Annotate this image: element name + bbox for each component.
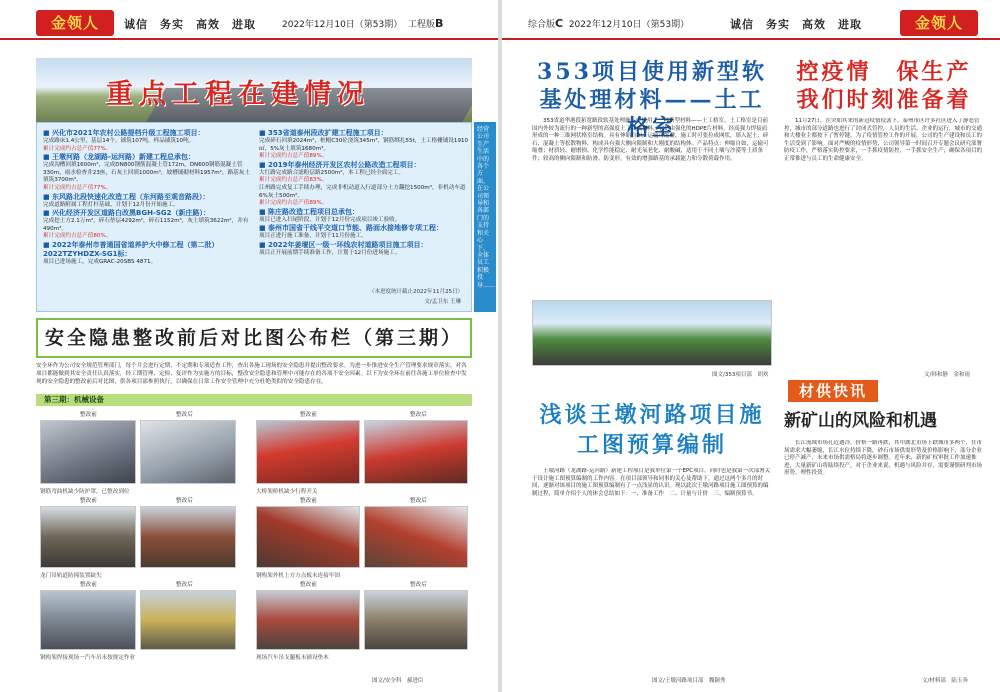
left-header	[0, 6, 498, 40]
project-title: ■ 东风路北段快速化改造工程（东河路至观音路段）：	[43, 192, 210, 201]
safety-intro: 安全环作为公司安全规范管理部门，每个月会进行定期、不定期和专项适查工作，查出各施工现场的安全隐患并提出整改要求。为进一步推进安全生产管理要求规章落实，对各项目都能做到其安全责任认真落实，经工期管理、定检、复评作为实施方的目标，整改安全隐患和管理中可能存在的各项不安全因素。以下为安全环在前往各施工单位检查中发现的安全隐患的整改前后对比图，供各项目部参照执行，以确保在日常工作安全管理中充分杜绝类似的安全隐患存在。	[36, 363, 467, 385]
article2-credit: 文/韩和静 金和雨	[924, 372, 970, 378]
project-text: 完成沟槽回填1600m³，完成DN800钢筋混凝土管172m，DN600钢筋混凝土管330m，雨水检查井23座，石灰土回填1000m³，坡槽铺砌材料1957m²，路基灰土填筑3700m³。	[43, 162, 250, 184]
photo-truckcrane-after	[364, 590, 468, 650]
projects-editor: 文/孟卫东 王琳	[424, 299, 461, 305]
right-header	[502, 6, 1000, 40]
photo-steel-before	[256, 506, 360, 568]
projects-box	[36, 122, 472, 312]
after-label: 整改后	[410, 412, 427, 418]
photo-steel-after	[364, 506, 468, 568]
project-title: ■ 2019年泰州经济开发区农村公路改造工程项目：	[259, 160, 421, 169]
project-text: 完成挖土方2.1万m³，碎石垫层4292m²，碎石1152m³，灰土填筑3622m²，并有490m³。	[43, 218, 249, 232]
geocell-photo	[532, 300, 772, 366]
project-item	[259, 161, 469, 185]
photo-bender-before	[40, 420, 136, 484]
project-item	[43, 193, 253, 210]
article4-credit: 文/材料部 陆玉奔	[922, 678, 968, 684]
caption-3: 龙门吊轨道防撞装置缺失	[40, 573, 102, 579]
safety-title: 安全隐患整改前后对比图公布栏（第三期）	[36, 318, 472, 358]
left-page-credit: 图文/安全科 郝进臣	[372, 678, 424, 684]
after-label: 整改后	[176, 412, 193, 418]
caption-4: 钢构架外机上方方点板末连接牢固	[256, 573, 340, 579]
left-slogan: 诚信 务实 高效 进取	[124, 18, 256, 31]
article1-body: 353省道华港段拓宽路段软基处理施工中使用了一种新型材料——土工格室。土工格室是目前国内外较为流行的一种新型的高强度土工合成材料，它是由强化的HDPE片材料，经高强力焊接而形成的一种三维网状格室结构。具有伸缩自如，运输可缩叠，施工时可张拉成网状，填入泥土、碎石、混凝土等松散物料，构成具有强大侧向限制和大刚度的结构体。产品特点：伸缩自如，运输可缩叠；材质轻、耐磨损、化学性能稳定、耐光氧老化、耐酸碱，适用于不同土壤与沙漠等土质条件；较高的侧向限制和防滑、防变形，有效的增强路基的承载能力和分散荷载作用。	[532, 118, 769, 162]
caption-1: 钢筋弯曲机缺少防护罩，已整改到位	[40, 489, 130, 495]
project-item	[259, 241, 469, 258]
article2-body: 11月27日，在突如其来的新冠疫情侵袭下，泰州市区许多社区进入了静态管控，城市的部分道路也进行了封闭式管控，人员的生活、企业的运行，城市的交通和大楼业主都按下了暂停键。为了疫情管控工作的开展，公司的生产建设和员工的生活受到了影响。面对严峻的疫情形势，公司领导第一时间召开专题会议研究部署防疫工作，严格落实防控要求，一手抓疫情防控，一手抓安全生产，确保各项目的正常推进与员工的生命健康安全。	[784, 118, 983, 162]
photo-gantry-after	[140, 506, 236, 568]
project-text: 完成道路附属工程灯杆基础，计划于12月份开始施工。	[43, 201, 179, 208]
project-title: ■ 2022年姜堰区一级一环线农村道路项目施工项目：	[259, 240, 428, 249]
article3-title: 浅谈王墩河路项目施工图预算编制	[539, 402, 765, 458]
projects-left-col	[43, 129, 253, 267]
after-label: 整改后	[410, 582, 427, 588]
after-label: 整改后	[410, 498, 427, 504]
article1-title: 353项目使用新型软基处理材料——土工格室	[537, 59, 767, 141]
photo-welding-after	[140, 590, 236, 650]
project-title: ■ 王墩河路（龙湖路-运河路）新建工程总承包：	[43, 153, 195, 162]
photo-truckcrane-before	[256, 590, 360, 650]
before-label: 整改前	[300, 412, 317, 418]
project-text: 大红路完成路合滤粉层路2500m²，本工程已经全面完工。	[259, 169, 404, 176]
project-item	[43, 241, 253, 267]
banner-photo	[36, 58, 472, 122]
side-column: 经营公司生产生活中的各个方面，在公司领导和各部门的支持和关心下，全体员工积极投身……	[474, 122, 496, 312]
photo-bender-after	[140, 420, 236, 484]
caption-2: 大桥架桥机缺少行程开关	[256, 489, 318, 495]
photo-crane-before	[256, 420, 360, 484]
right-issue-date: 2022年12月10日（第53期）	[568, 20, 690, 30]
project-note: 累计完成约占总产值89%。	[259, 200, 328, 207]
before-label: 整改前	[80, 582, 97, 588]
right-issue-info	[528, 17, 689, 30]
materials-tag: 材供快讯	[788, 380, 878, 402]
photo-gantry-before	[40, 506, 136, 568]
right-page	[502, 0, 1000, 692]
project-note: 累计完成约占总产值80%。	[43, 233, 112, 240]
before-label: 整改前	[300, 498, 317, 504]
project-item	[43, 129, 253, 153]
left-edition: 工程版	[408, 20, 436, 30]
projects-right-col	[259, 129, 469, 258]
project-title: ■ 兴化经济开发区道路白改黑BGH-SG2（新庄路）：	[43, 209, 211, 218]
project-text: 江州路完成复工手续办理，完成非机动道入行道部分土方翻挖1500m³，非机动车道6%灰土500m²。	[259, 184, 466, 199]
article4-body: 长江流域市场孔近遇冷，价格一路再跌，其中湖北市场下跌城市多两个，在市场需求大幅萎缩，长江水位持续下降，砂石市场供需形势及价格影响下，部分企业已停产减产，未来市场供需格局将逐步调整。近年来，新的矿权审批工作加速推进，大量新矿山将陆续投产，对于企业来说，机遇与风险并存，需要谨慎研判市场形势，理性投资。	[784, 440, 983, 477]
project-text: 项目已进入扫尾阶段，计划于12月份完成项目竣工验收。	[259, 216, 401, 223]
project-title: ■ 兴化市2021年农村公路提档升级工程施工项目：	[43, 129, 205, 137]
materials-bar	[784, 380, 984, 402]
project-title: ■ 陈庄路改造工程项目总承包：	[259, 207, 360, 216]
project-item	[259, 208, 469, 225]
left-issue-info	[282, 17, 443, 30]
project-item	[43, 153, 253, 192]
project-item	[259, 185, 469, 208]
right-slogan: 诚信 务实 高效 进取	[730, 18, 862, 31]
photo-credit: 图文/353项目部 胡欢	[712, 372, 769, 378]
project-note: 累计完成约占总产值83%。	[259, 177, 328, 184]
photo-crane-after	[364, 420, 468, 484]
project-note: 累计完成约占总产值77%。	[43, 184, 112, 191]
left-page	[0, 0, 498, 692]
banner-title: 重点工程在建情况	[106, 79, 370, 110]
article3-body: 王墩河路（龙湖路-运河路）新建工程项目是我单位第一个EPC项目，同时也是我第一次部署关于设计施工图预算编制的工作内容。在项目部领导和同事的关心及帮助下，通过这两个多月的时间，逐渐对该项目的施工图预算编制有了一点浅显的认识。现以此次王墩河路项目施工图预算的编制过程，简单介绍个人的体会总结如下：一、准备工作 二、计量与计价 三、编制预算书。	[532, 468, 771, 497]
project-item	[259, 224, 469, 241]
left-edition-letter: B	[435, 17, 444, 30]
article4-title: 新矿山的风险和机遇	[784, 411, 937, 431]
caption-5: 钢构架焊接现场一汽车吊未按规定作业	[40, 655, 136, 661]
before-label: 整改前	[300, 582, 317, 588]
before-label: 整改前	[80, 498, 97, 504]
section-label: 第三期：机械设备	[36, 394, 472, 406]
project-text: 项目正开展前期手续准备工作，计划于12月份进场施工。	[259, 249, 401, 256]
left-issue-date: 2022年12月10日（第53期）	[282, 20, 403, 30]
project-text: 项目已进场施工，完成GRAC-20SBS 4871。	[43, 258, 157, 265]
photo-welding-before	[40, 590, 136, 650]
project-text: 项目正进行施工准备，计划于11月份施工。	[259, 233, 367, 240]
stats-note: （本进度统计截止2022年11月25日）	[369, 289, 463, 295]
article3-credit: 图文/王墩河路项目部 魏颖秀	[652, 678, 726, 684]
after-label: 整改后	[176, 582, 193, 588]
article2-title: 控疫情 保生产 我们时刻准备着	[796, 59, 972, 113]
project-note: 累计完成约占总产值77%。	[43, 145, 112, 152]
right-edition-letter: C	[555, 17, 564, 30]
before-label: 整改前	[80, 412, 97, 418]
left-logo: 金领人	[36, 10, 114, 36]
project-title: ■ 353省道泰州段改扩建工程施工项目：	[259, 129, 388, 137]
project-title: ■ 泰州市国省干线平交道口节能、路面水接地修专项工程：	[259, 224, 444, 233]
after-label: 整改后	[176, 498, 193, 504]
right-edition: 综合版	[528, 20, 556, 30]
project-item	[259, 129, 469, 161]
project-text: 完成路床1.4公里，基层14个，铺筑107吨，样品铺筑10吨。	[43, 138, 195, 144]
project-text: 完成碎石回填2024m²，桩帽C30砼浇筑345m³，钢筋绑扎55t，土工格栅铺设1910㎡，5%灰土填筑1680m³。	[259, 138, 469, 152]
caption-6: 现场汽车吊支腿板未铺设垫木	[256, 655, 329, 661]
project-item	[43, 209, 253, 241]
project-note: 累计完成约占总产值89%。	[259, 153, 328, 160]
project-title: ■ 2022年泰州市普通国省道养护大中修工程（第二批）2022TZYHDZX-SG1标：	[43, 240, 219, 258]
right-logo: 金领人	[900, 10, 978, 36]
